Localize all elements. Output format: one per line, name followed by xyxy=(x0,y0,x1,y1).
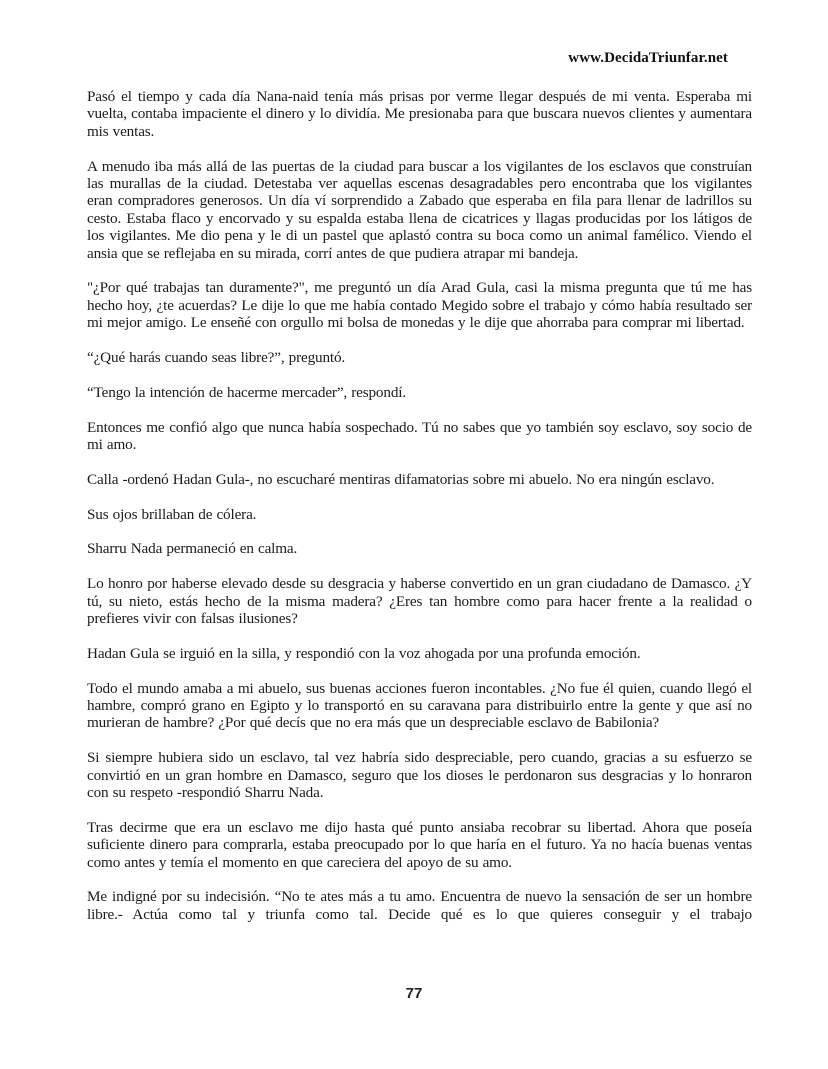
paragraph: Calla -ordenó Hadan Gula-, no escucharé mentiras difamatorias sobre mi abuelo. No era ningún esclavo. xyxy=(87,470,715,488)
page-number: 77 xyxy=(405,985,423,1002)
paragraph: Lo honro por haberse elevado desde su desgracia y haberse convertido en un gran ciudadano de Damasco. ¿Y tú, su nieto, estás hecho de la misma madera? ¿Eres tan hombre como para hacer frente a la realidad o prefieres vivir con falsas ilusiones? xyxy=(87,575,752,628)
paragraph: Todo el mundo amaba a mi abuelo, sus buenas acciones fueron incontables. ¿No fue él quien, cuando llegó el hambre, compró grano en Egipto y lo transportó en su caravana para distribuirlo entre la gente y que así no murieran de hambre? ¿Por qué decís que no era más que un despreciable esclavo de Babilonia? xyxy=(87,679,752,732)
paragraph: Tras decirme que era un esclavo me dijo hasta qué punto ansiaba recobrar su libertad. Ahora que poseía suficiente dinero para comprarla, estaba preocupado por lo que haría en el futuro. Ya no hacía buenas ventas como antes y temía el momento en que careciera del apoyo de su amo. xyxy=(87,818,752,871)
paragraph: Sharru Nada permaneció en calma. xyxy=(87,540,298,558)
site-header-url: www.DecidaTriunfar.net xyxy=(568,50,728,66)
paragraph: A menudo iba más allá de las puertas de la ciudad para buscar a los vigilantes de los esclavos que construían las murallas de la ciudad. Detestaba ver aquellas escenas desagradables pero encontraba que los vigilantes eran compradores generosos. Un día ví sorprendido a Zabado que esperaba en fila para llenar de ladrillos su cesto. Estaba flaco y encorvado y su espalda estaba llena de cicatrices y llagas producidas por los látigos de los vigilantes. Me dio pena y le di un pastel que aplastó contra su boca como un animal famélico. Viendo el ansia que se reflejaba en su mirada, corrí antes de que pudiera atrapar mi bandeja. xyxy=(87,157,752,262)
paragraph: “Tengo la intención de hacerme mercader”, respondí. xyxy=(87,383,406,401)
paragraph: “¿Qué harás cuando seas libre?”, preguntó. xyxy=(87,349,346,367)
paragraph: Hadan Gula se irguió en la silla, y respondió con la voz ahogada por una profunda emoción. xyxy=(87,644,641,662)
paragraph: Me indigné por su indecisión. “No te ates más a tu amo. Encuentra de nuevo la sensación de ser un hombre libre.- Actúa como tal y triunfa como tal. Decide qué es lo que quieres conseguir y el trabajo xyxy=(87,888,752,923)
paragraph: Sus ojos brillaban de cólera. xyxy=(87,505,257,523)
paragraph: "¿Por qué trabajas tan duramente?", me preguntó un día Arad Gula, casi la misma pregunta que tú me has hecho hoy, ¿te acuerdas? Le dije lo que me había contado Megido sobre el trabajo y cómo había resultado ser mi mejor amigo. Le enseñé con orgullo mi bolsa de monedas y le dije que ahorraba para comprar mi libertad. xyxy=(87,279,752,332)
paragraph: Entonces me confió algo que nunca había sospechado. Tú no sabes que yo también soy esclavo, soy socio de mi amo. xyxy=(87,418,752,454)
body-text xyxy=(87,88,752,923)
paragraph: Pasó el tiempo y cada día Nana-naid tenía más prisas por verme llegar después de mi venta. Esperaba mi vuelta, contaba impaciente el dinero y lo dividía. Me presionaba para que buscara nuevos clientes y aumentara mis ventas. xyxy=(87,88,752,140)
paragraph: Si siempre hubiera sido un esclavo, tal vez habría sido despreciable, pero cuando, gracias a su esfuerzo se convirtió en un gran hombre en Damasco, seguro que los dioses le perdonaron sus desgracias y lo honraron con su respeto -respondió Sharru Nada. xyxy=(87,749,752,802)
